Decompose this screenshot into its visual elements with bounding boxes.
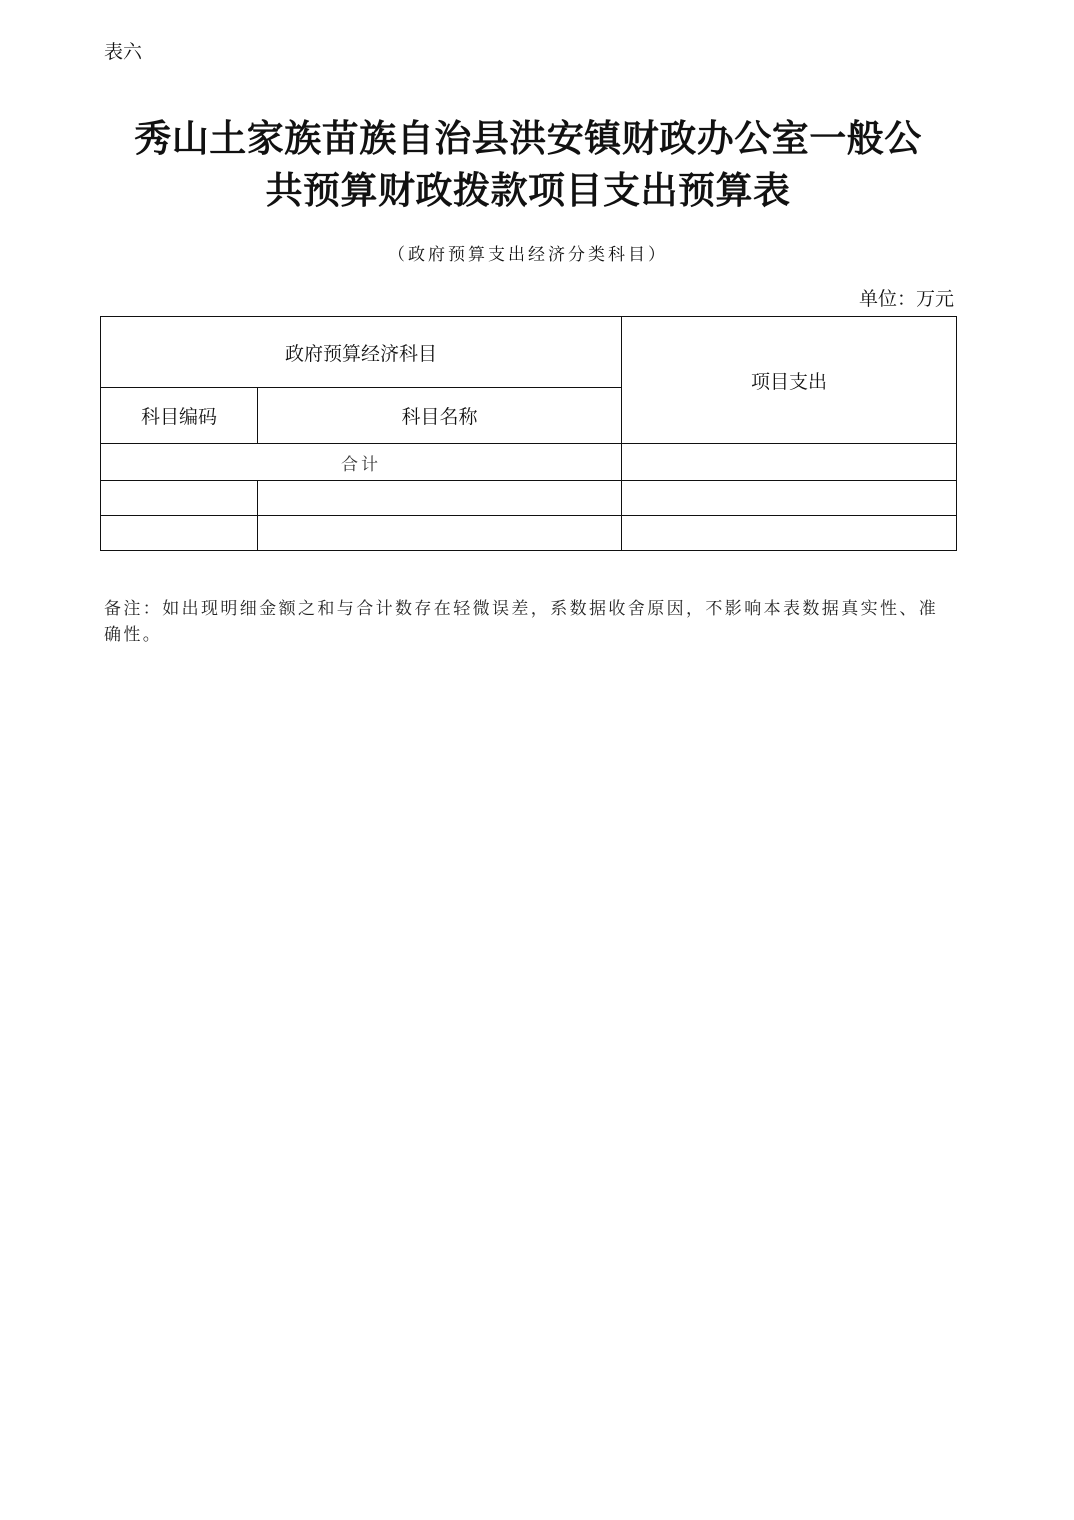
expense-header-cell: 项目支出: [622, 317, 957, 444]
table-row: [101, 516, 957, 551]
table-number: 表六: [104, 41, 143, 63]
footnote: 备注：如出现明细金额之和与合计数存在轻微误差，系数据收舍原因，不影响本表数据真实性、准确性。: [104, 599, 939, 645]
budget-table: [100, 316, 957, 551]
group-header-cell: 政府预算经济科目: [101, 317, 622, 388]
row-code-cell: [101, 481, 258, 516]
page-subtitle: （政府预算支出经济分类科目）: [388, 245, 668, 265]
row-expense-cell: [622, 516, 957, 551]
page-title-line-1: 秀山土家族苗族自治县洪安镇财政办公室一般公: [134, 116, 922, 160]
code-header-cell: 科目编码: [101, 388, 258, 444]
unit-label: 单位：万元: [858, 288, 954, 310]
name-header-cell: 科目名称: [258, 388, 622, 444]
total-label-cell: 合计: [101, 444, 622, 481]
total-value-cell: [622, 444, 957, 481]
row-name-cell: [258, 481, 622, 516]
row-code-cell: [101, 516, 258, 551]
total-row: [101, 444, 957, 481]
page-title: [90, 112, 966, 216]
table-header-row: [101, 317, 957, 388]
page-title-line-2: 共预算财政拨款项目支出预算表: [265, 168, 791, 212]
row-name-cell: [258, 516, 622, 551]
row-expense-cell: [622, 481, 957, 516]
table-row: [101, 481, 957, 516]
